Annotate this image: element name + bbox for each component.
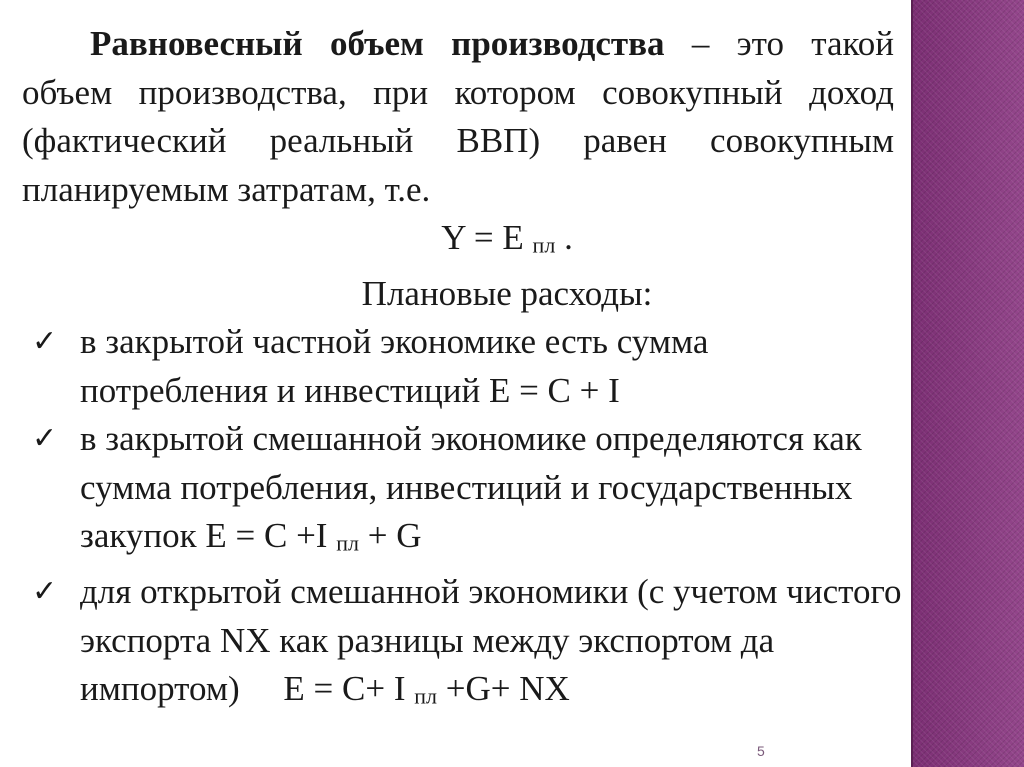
bullet-item-closed-mixed (22, 415, 902, 568)
definition-term: Равновесный объем производства (90, 24, 665, 63)
page-number: 5 (757, 743, 765, 759)
checkmark-icon: ✓ (32, 421, 58, 457)
planned-expenses-heading: Плановые расходы: (361, 273, 653, 313)
equilibrium-formula (22, 214, 902, 270)
checkmark-icon: ✓ (32, 324, 58, 360)
formula-subscript: пл (532, 232, 556, 258)
bullet-text: в закрытой смешанной экономике определяются как сумма потребления, инвестиций и государственных закупок E = C +I (80, 419, 862, 556)
bullet-text: для открытой смешанной экономики (с учетом чистого экспорта NX как разницы между экспортом да импортом) E = C+ I (80, 572, 911, 709)
bullet-list (22, 318, 911, 721)
bullet-item-closed-private (22, 318, 902, 415)
bullet-text: в закрытой частной экономике есть сумма потребления и инвестиций E = C + I (80, 322, 709, 410)
definition-text: – это такой объем производства, при котором совокупный доход (фактический реальный ВВП) равен совокупным планируемым затратам, т.е. (22, 24, 895, 209)
bullet-subscript: пл (414, 683, 437, 709)
bullet-tail: +G+ NX (445, 669, 570, 709)
bullet-tail: + G (367, 516, 422, 556)
bullet-subscript: пл (336, 530, 359, 556)
checkmark-icon: ✓ (32, 574, 58, 610)
bullet-item-open-mixed (22, 568, 911, 721)
side-decoration-band (913, 0, 1024, 767)
formula-main: Y = E (441, 218, 524, 257)
formula-tail: . (564, 218, 573, 257)
slide-content (22, 20, 911, 721)
definition-paragraph (22, 20, 902, 214)
